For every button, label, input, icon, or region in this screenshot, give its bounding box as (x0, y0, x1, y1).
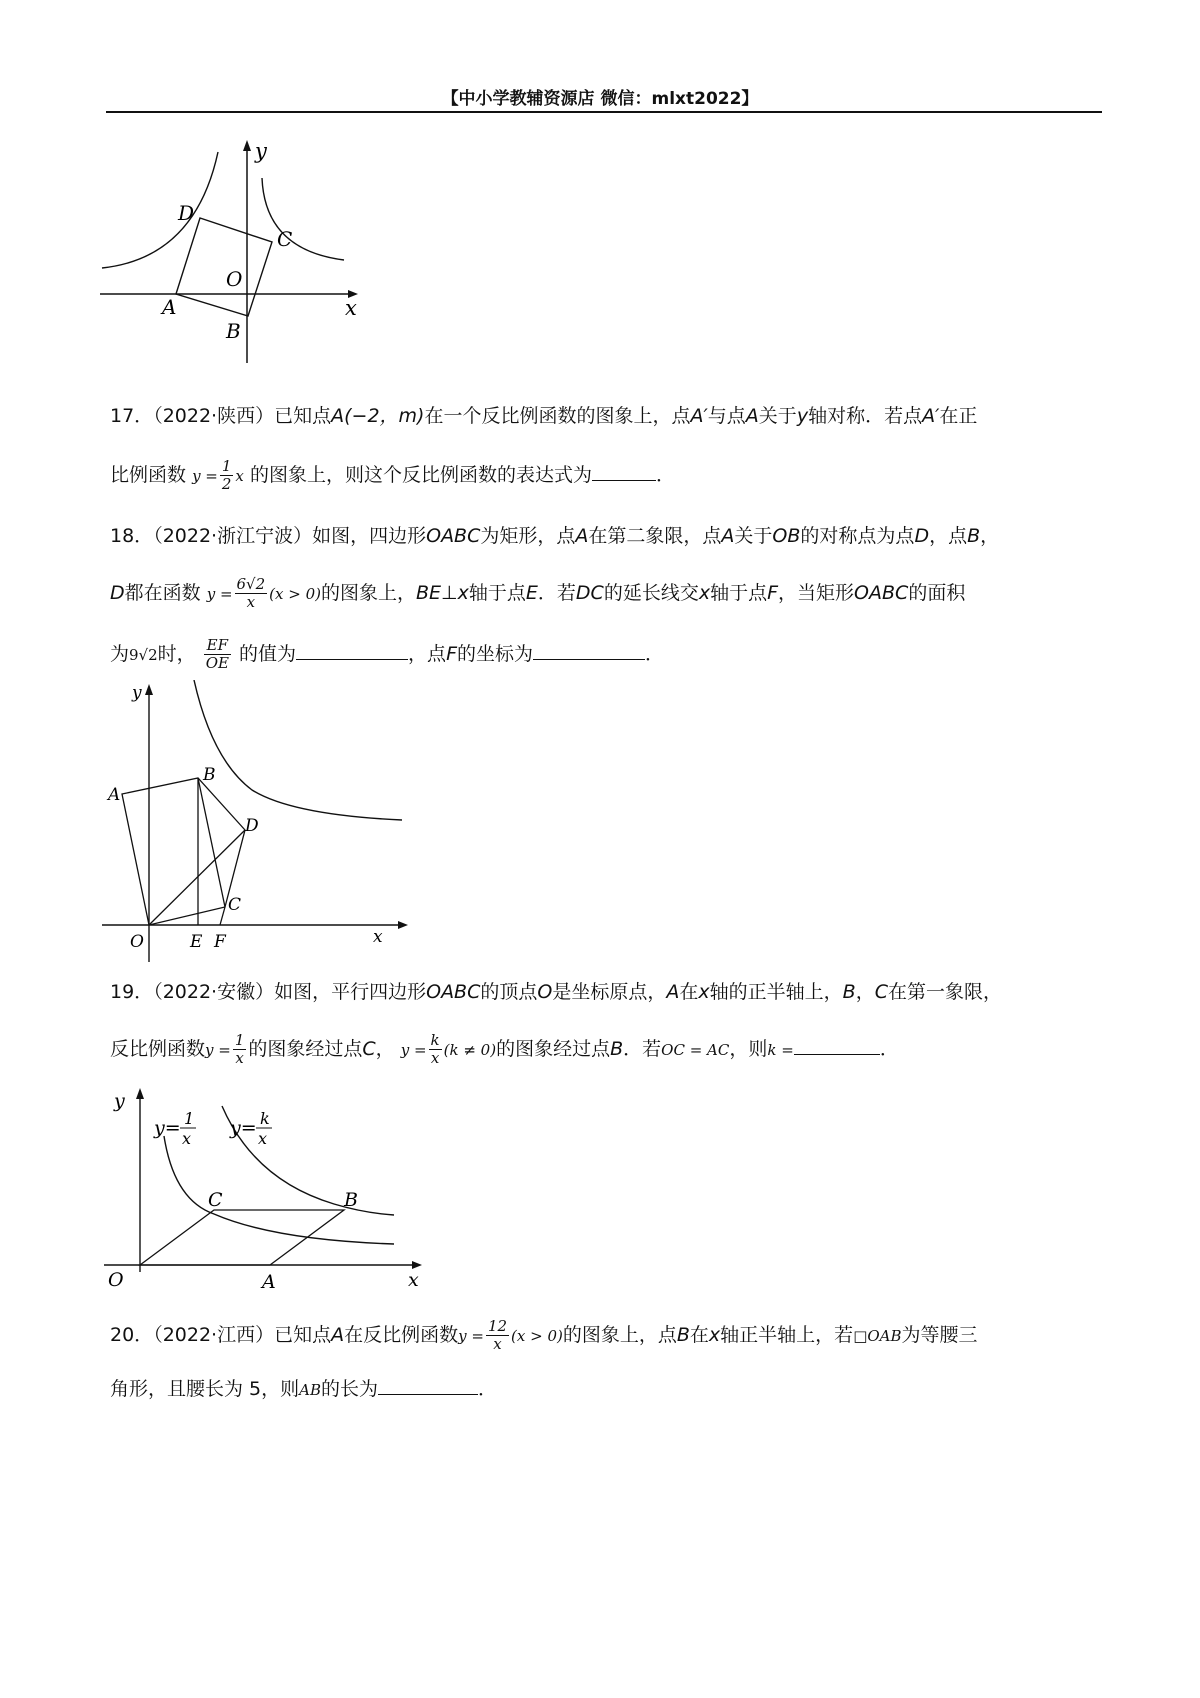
fig18-E-label: E (190, 932, 203, 952)
fig18-x-label: x (373, 927, 383, 947)
q19-answer-blank[interactable] (794, 1034, 880, 1055)
q19-line1: 19．（2022·安徽）如图，平行四边形OABC的顶点O是坐标原点，A在x轴的正半轴上，B，C在第一象限， (110, 981, 1003, 1003)
fig18-y-label: y (132, 683, 142, 703)
q17-line1: 17．（2022·陕西）已知点A(−2，m)在一个反比例函数的图象上，点A′与点A关于y轴对称．若点A′在正 (110, 405, 978, 427)
fig19-f2-label: y= (230, 1117, 257, 1139)
fig16-y-label: y (255, 139, 267, 163)
fig18-C-label: C (228, 895, 242, 915)
fig16-D-label: D (178, 201, 195, 225)
fig19-f1-num: 1 (184, 1109, 195, 1128)
q18-answer-blank-1[interactable] (296, 639, 408, 660)
q20-line1: 20．（2022·江西）已知点A在反比例函数y = $\frac{12}{x}$ (x > 0)的图象上，点B在x轴正半轴上，若□OAB为等腰三 (110, 1317, 978, 1353)
fig16-x-label: x (345, 296, 357, 320)
q19-line2: 反比例函数y = $\frac{1}{x}$ 的图象经过点C， y = $\frac{k}{x}$ (k ≠ 0)的图象经过点B．若OC = AC，则k = ． (110, 1031, 899, 1067)
q18-fraction: $\frac{6√2}{x}$ (236, 575, 266, 611)
figure-q19 (104, 1080, 434, 1295)
q18-ratio: $\frac{EF}{OE}$ (205, 636, 229, 672)
q18-line1: 18．（2022·浙江宁波）如图，四边形OABC为矩形，点A在第二象限，点A关于OB的对称点为点D，点B， (110, 525, 1000, 547)
q18-answer-blank-2[interactable] (533, 639, 645, 660)
q17-fraction: $\frac{1}{2}$ (221, 457, 232, 493)
q20-fraction: $\frac{12}{x}$ (487, 1317, 508, 1353)
header-divider (106, 111, 1102, 113)
fig19-y-label: y (114, 1090, 125, 1112)
q19-fraction-1: $\frac{1}{x}$ (234, 1031, 245, 1067)
q18-line2: D都在函数 y = $\frac{6√2}{x}$ (x > 0)的图象上，BE⊥x轴于点E．若DC的延长线交x轴于点F，当矩形OABC的面积 (110, 575, 966, 611)
fig19-f2-den: x (258, 1129, 268, 1148)
figure-q16 (100, 138, 370, 368)
fig19-C-label: C (208, 1189, 223, 1211)
fig18-A-label: A (108, 785, 121, 805)
fig19-f1-den: x (182, 1129, 192, 1148)
fig16-C-label: C (277, 227, 293, 251)
q18-line3: 为9√2时， $\frac{EF}{OE}$ 的值为 ，点F的坐标为 ． (110, 636, 665, 672)
fig19-B-label: B (344, 1189, 358, 1211)
figure-q18 (102, 680, 422, 965)
fig19-O-label: O (108, 1269, 124, 1291)
fig18-D-label: D (245, 816, 259, 836)
fig16-B-label: B (226, 319, 241, 343)
fig19-A-label: A (262, 1271, 276, 1293)
fig16-O-label: O (226, 267, 243, 291)
fig19-x-label: x (408, 1269, 419, 1291)
q20-line2: 角形，且腰长为 5，则AB的长为 ． (110, 1374, 497, 1404)
q17-line2: 比例函数 y = $\frac{1}{2}$ x 的图象上，则这个反比例函数的表达式为 ． (110, 457, 675, 493)
q17-answer-blank[interactable] (592, 460, 656, 481)
q20-answer-blank[interactable] (378, 1374, 478, 1395)
fig19-f2-num: k (260, 1109, 270, 1128)
fig18-B-label: B (203, 765, 216, 785)
q19-fraction-2: $\frac{k}{x}$ (430, 1031, 440, 1067)
fig16-A-label: A (162, 295, 177, 319)
fig18-O-label: O (130, 932, 144, 952)
fig19-f1-label: y= (154, 1117, 181, 1139)
fig18-F-label: F (214, 932, 226, 952)
page-header: 【中小学教辅资源店 微信：mlxt2022】 (441, 89, 759, 109)
